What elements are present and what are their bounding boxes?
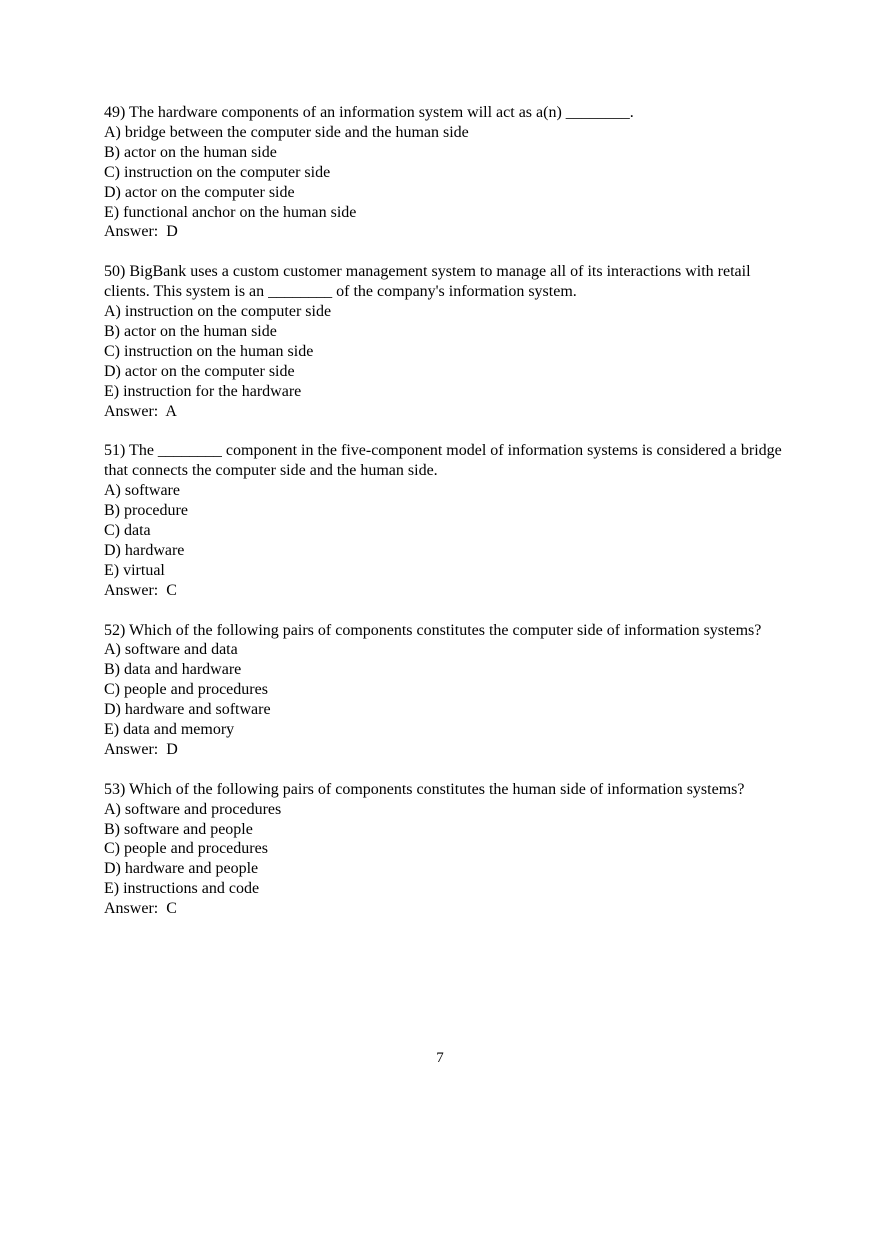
option-b: B) software and people [104,820,253,838]
answer: Answer: C [104,900,177,918]
option-c: C) instruction on the human side [104,342,314,360]
option-e: E) data and memory [104,721,235,739]
question-53 [104,780,784,919]
option-c: C) data [104,522,151,539]
option-d: D) actor on the computer side [104,362,295,380]
option-b: B) actor on the human side [104,143,277,161]
option-b: B) data and hardware [104,661,242,679]
question-50 [104,262,784,421]
question-52 [104,621,784,760]
question-49 [104,103,784,242]
question-list [104,103,784,939]
option-c: C) people and procedures [104,840,268,858]
option-a: A) instruction on the computer side [104,303,332,321]
question-51 [104,441,784,600]
option-a: A) bridge between the computer side and the human side [104,123,469,141]
option-e: E) instructions and code [104,880,260,898]
option-d: D) actor on the computer side [104,183,295,201]
option-e: E) instruction for the hardware [104,382,302,400]
option-a: A) software and data [104,641,238,659]
question-text: 52) Which of the following pairs of components constitutes the computer side of information systems? [104,621,762,639]
question-text: 50) BigBank uses a custom customer management system to manage all of its interactions with retail clients. This system is an ________ of the company's information system. [104,263,755,301]
option-d: D) hardware [104,541,185,559]
answer: Answer: A [104,402,177,420]
option-c: C) people and procedures [104,681,268,699]
option-e: E) virtual [104,561,165,579]
option-d: D) hardware and people [104,860,259,878]
answer: Answer: C [104,581,177,599]
option-c: C) instruction on the computer side [104,163,331,181]
option-b: B) procedure [104,502,188,520]
answer: Answer: D [104,223,178,241]
option-b: B) actor on the human side [104,322,277,340]
answer: Answer: D [104,740,178,758]
option-e: E) functional anchor on the human side [104,203,357,221]
question-text: 53) Which of the following pairs of components constitutes the human side of information systems? [104,780,745,798]
question-text: 51) The ________ component in the five-component model of information systems is considered a bridge that connects the computer side and the human side. [104,442,786,480]
option-a: A) software and procedures [104,800,282,818]
page-number: 7 [436,1050,444,1066]
option-d: D) hardware and software [104,701,271,719]
question-text: 49) The hardware components of an information system will act as a(n) ________. [104,104,634,121]
option-a: A) software [104,482,180,500]
